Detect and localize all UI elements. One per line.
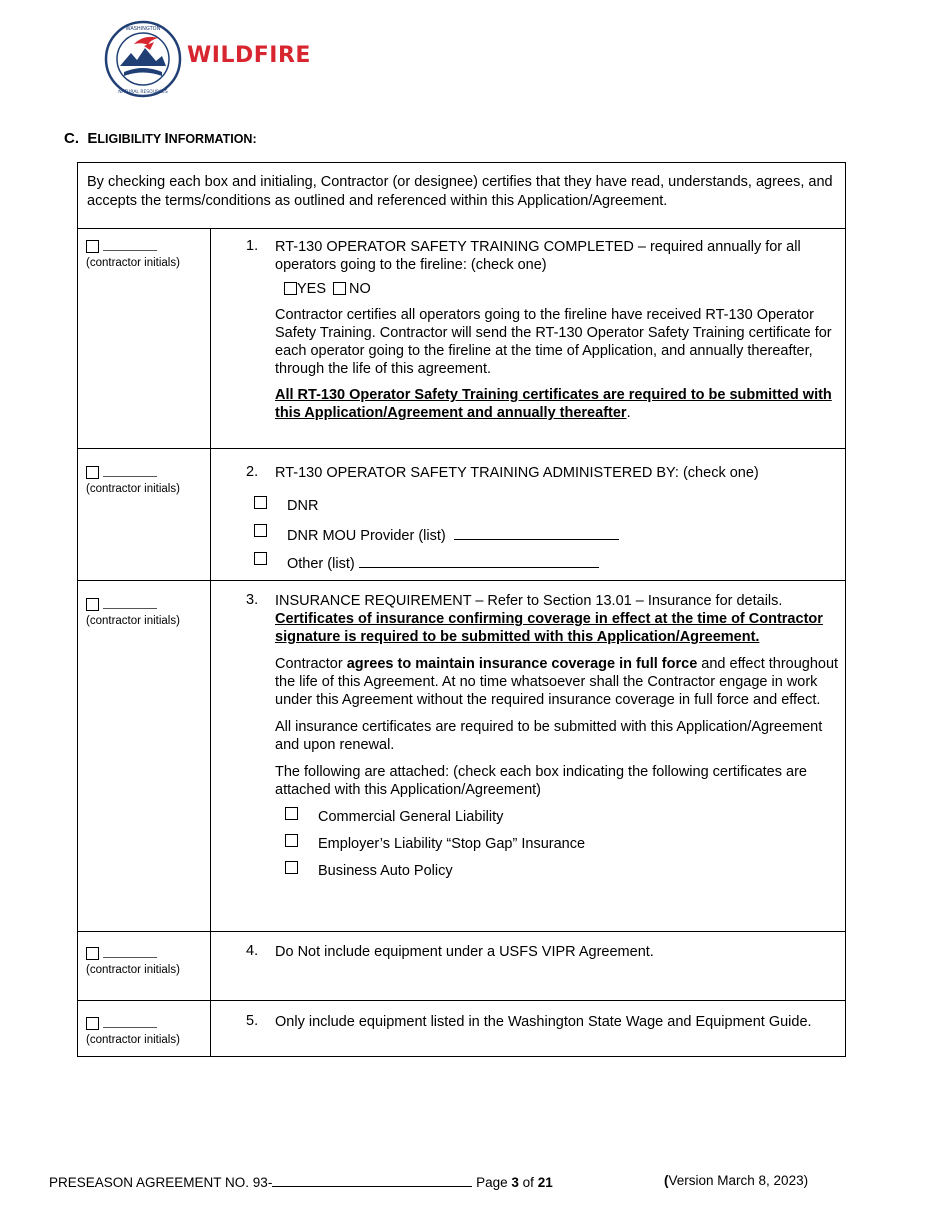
item-1-checkbox[interactable] bbox=[86, 240, 99, 253]
item-1-note: All RT-130 Operator Safety Training certificates are required to be submitted with this Application/Agreement and annually thereafter. bbox=[275, 387, 832, 421]
item-3-p2: All insurance certificates are required to be submitted with this Application/Agreement and upon renewal. bbox=[275, 719, 823, 753]
item-number: 4. bbox=[246, 943, 259, 959]
item-3-p1: Contractor agrees to maintain insurance coverage in full force and effect throughout the life of this Agreement. At no time whatsoever shall the Contractor engage in work under this Agreement without the required insurance coverage in full force and effect. bbox=[275, 656, 839, 708]
choice-other: Other (list) bbox=[246, 552, 839, 580]
svg-text:NATURAL RESOURCES: NATURAL RESOURCES bbox=[118, 90, 168, 95]
item-3-checkbox[interactable] bbox=[86, 598, 99, 611]
item-3-title-bold: Certificates of insurance confirming coverage in effect at the time of Contractor signature is required to be submitted with this Application/Agreement. bbox=[275, 611, 823, 645]
agreement-number-label: PRESEASON AGREEMENT NO. 93- bbox=[49, 1175, 273, 1190]
item-5-checkbox[interactable] bbox=[86, 1017, 99, 1030]
intro-text: By checking each box and initialing, Contractor (or designee) certifies that they have read, understands, agrees, and accepts the terms/conditions as outlined and referenced within this Application/Agreement. bbox=[78, 163, 846, 229]
initials-label: (contractor initials) bbox=[86, 257, 180, 269]
attach-auto: Business Auto Policy bbox=[275, 861, 839, 888]
item-number: 3. bbox=[246, 592, 259, 608]
stop-gap-checkbox[interactable] bbox=[285, 834, 298, 847]
wildfire-wordmark: WILDFIRE bbox=[187, 43, 311, 68]
initials-cell bbox=[78, 229, 211, 449]
other-checkbox[interactable] bbox=[254, 552, 267, 565]
initials-cell bbox=[78, 932, 211, 1001]
cgl-checkbox[interactable] bbox=[285, 807, 298, 820]
auto-policy-checkbox[interactable] bbox=[285, 861, 298, 874]
item-5-initials-field[interactable] bbox=[103, 1015, 157, 1028]
item-4-title: Do Not include equipment under a USFS VIPR Agreement. bbox=[275, 944, 654, 960]
version-label: (Version March 8, 2023) bbox=[664, 1173, 809, 1188]
dnr-mou-provider-field[interactable] bbox=[454, 525, 619, 540]
attach-cgl: Commercial General Liability bbox=[275, 807, 839, 834]
attach-stop-gap: Employer’s Liability “Stop Gap” Insurance bbox=[275, 834, 839, 861]
initials-cell bbox=[78, 1001, 211, 1057]
item-number: 2. bbox=[246, 464, 259, 480]
item-3-p3: The following are attached: (check each box indicating the following certificates are attached with this Application/Agreement) bbox=[275, 764, 807, 798]
item-number: 5. bbox=[246, 1013, 259, 1029]
eligibility-table bbox=[77, 162, 846, 1057]
no-checkbox[interactable] bbox=[333, 282, 346, 295]
choice-dnr: DNR bbox=[246, 496, 839, 524]
yes-label: YES bbox=[297, 281, 327, 297]
item-1-body: Contractor certifies all operators going to the fireline have received RT-130 Operator Safety Training. Contractor will send the RT-130 Operator Safety Training certificate for each operator going to the fireline at the time of Application, and annually thereafter, through the life of this agreement. bbox=[275, 307, 832, 377]
dnr-checkbox[interactable] bbox=[254, 496, 267, 509]
initials-cell bbox=[78, 581, 211, 932]
choice-dnr-mou: DNR MOU Provider (list) bbox=[246, 524, 839, 552]
item-2-content bbox=[211, 449, 846, 581]
initials-label: (contractor initials) bbox=[86, 615, 180, 627]
item-2-checkbox[interactable] bbox=[86, 466, 99, 479]
initials-label: (contractor initials) bbox=[86, 964, 180, 976]
item-2-title: RT-130 OPERATOR SAFETY TRAINING ADMINISTERED BY: (check one) bbox=[275, 465, 759, 481]
yes-checkbox[interactable] bbox=[284, 282, 297, 295]
section-title: C. ELIGIBILITY INFORMATION: bbox=[64, 130, 257, 147]
item-3-title: INSURANCE REQUIREMENT – Refer to Section 13.01 – Insurance for details. bbox=[275, 593, 783, 609]
item-5-title: Only include equipment listed in the Washington State Wage and Equipment Guide. bbox=[275, 1014, 812, 1030]
dnr-mou-checkbox[interactable] bbox=[254, 524, 267, 537]
other-provider-field[interactable] bbox=[359, 553, 599, 568]
svg-text:WASHINGTON: WASHINGTON bbox=[125, 26, 161, 32]
item-4-content bbox=[211, 932, 846, 1001]
item-1-content bbox=[211, 229, 846, 449]
item-4-initials-field[interactable] bbox=[103, 945, 157, 958]
no-label: NO bbox=[349, 281, 371, 297]
initials-cell bbox=[78, 449, 211, 581]
item-4-checkbox[interactable] bbox=[86, 947, 99, 960]
item-2-initials-field[interactable] bbox=[103, 464, 157, 477]
page-total: 21 bbox=[537, 1175, 553, 1190]
item-3-content bbox=[211, 581, 846, 932]
page-footer: PRESEASON AGREEMENT NO. 93- Page 3 of 21 (Version March 8, 2023) bbox=[49, 1173, 809, 1190]
item-1-title: RT-130 OPERATOR SAFETY TRAINING COMPLETED – required annually for all operators going to the fireline: (check one) bbox=[275, 239, 801, 273]
item-1-initials-field[interactable] bbox=[103, 238, 157, 251]
page-number: 3 bbox=[511, 1175, 519, 1190]
agreement-number-field bbox=[272, 1173, 472, 1187]
yes-no-options bbox=[284, 280, 839, 298]
initials-label: (contractor initials) bbox=[86, 483, 180, 495]
item-3-initials-field[interactable] bbox=[103, 596, 157, 609]
item-number: 1. bbox=[246, 238, 259, 254]
initials-label: (contractor initials) bbox=[86, 1034, 180, 1046]
dnr-seal-logo bbox=[104, 20, 182, 98]
item-5-content bbox=[211, 1001, 846, 1057]
